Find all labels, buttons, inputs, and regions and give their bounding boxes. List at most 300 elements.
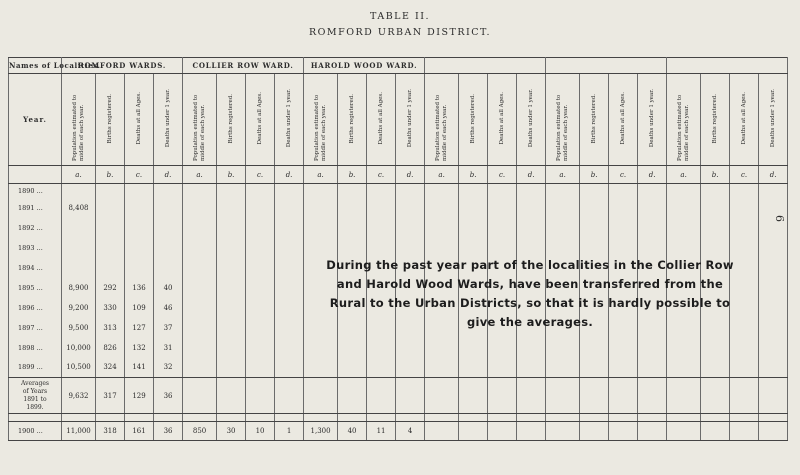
column-header-blank_2-c <box>609 74 638 166</box>
data-cell-romford-c <box>125 184 154 198</box>
data-cell-blank_3-c <box>730 338 759 358</box>
data-cell-harold_wood-c <box>367 338 396 358</box>
averages-cell-blank_1-a <box>425 378 459 414</box>
final-cell-blank_3-b <box>701 422 730 441</box>
data-cell-harold_wood-d <box>396 218 425 238</box>
data-cell-collier_row-c <box>246 218 275 238</box>
group-header-romford: ROMFORD WARDS. <box>62 58 183 74</box>
spacer-cell <box>183 414 217 422</box>
year-cell: 1896 ... <box>9 298 62 318</box>
data-cell-blank_1-d <box>517 218 546 238</box>
data-cell-collier_row-a <box>183 184 217 198</box>
final-cell-blank_3-a <box>667 422 701 441</box>
averages-cell-harold_wood-b <box>338 378 367 414</box>
data-cell-blank_1-d <box>517 338 546 358</box>
data-cell-blank_2-d <box>638 198 667 218</box>
data-cell-romford-b: 313 <box>96 318 125 338</box>
data-cell-blank_1-a <box>425 198 459 218</box>
data-cell-blank_2-b <box>580 338 609 358</box>
averages-cell-collier_row-b <box>217 378 246 414</box>
column-header-label: Population estimated to middle of each year. <box>676 94 690 161</box>
column-header-label: Deaths under 1 year. <box>164 89 171 148</box>
data-cell-blank_1-d <box>517 358 546 378</box>
data-cell-romford-d: 37 <box>154 318 183 338</box>
statistics-table <box>8 57 788 441</box>
final-cell-collier_row-c: 10 <box>246 422 275 441</box>
column-header-label: Births registered. <box>469 93 476 144</box>
averages-cell-harold_wood-d <box>396 378 425 414</box>
spacer-row <box>9 414 788 422</box>
spacer-cell <box>701 414 730 422</box>
data-cell-blank_3-d <box>759 238 788 258</box>
data-cell-romford-a <box>62 184 96 198</box>
column-header-collier_row-b <box>217 74 246 166</box>
data-cell-blank_1-b <box>459 358 488 378</box>
column-header-label: Population estimated to middle of each year. <box>434 94 448 161</box>
spacer-cell <box>609 414 638 422</box>
abbrev-blank_2-b: b. <box>580 166 609 184</box>
abbrev-harold_wood-a: a. <box>304 166 338 184</box>
averages-cell-blank_1-b <box>459 378 488 414</box>
year-cell: 1895 ... <box>9 278 62 298</box>
data-cell-blank_3-d <box>759 338 788 358</box>
data-cell-blank_2-c <box>609 338 638 358</box>
data-cell-romford-a: 10,500 <box>62 358 96 378</box>
data-cell-harold_wood-c <box>367 198 396 218</box>
data-cell-blank_3-d <box>759 258 788 278</box>
final-cell-blank_1-d <box>517 422 546 441</box>
abbrev-collier_row-d: d. <box>275 166 304 184</box>
data-cell-collier_row-c <box>246 338 275 358</box>
data-cell-romford-d: 32 <box>154 358 183 378</box>
abbrev-blank_2-c: c. <box>609 166 638 184</box>
data-cell-blank_3-a <box>667 238 701 258</box>
data-cell-collier_row-d <box>275 238 304 258</box>
column-header-label: Deaths under 1 year. <box>406 89 413 148</box>
data-cell-blank_2-d <box>638 184 667 198</box>
year-header: Year. <box>9 74 62 166</box>
data-cell-collier_row-d <box>275 258 304 278</box>
column-header-blank_2-a <box>546 74 580 166</box>
data-cell-collier_row-b <box>217 198 246 218</box>
column-header-blank_3-b <box>701 74 730 166</box>
spacer-cell <box>62 414 96 422</box>
data-cell-harold_wood-b <box>338 338 367 358</box>
data-cell-blank_3-a <box>667 184 701 198</box>
averages-cell-blank_2-b <box>580 378 609 414</box>
data-cell-romford-a <box>62 218 96 238</box>
column-header-blank_2-b <box>580 74 609 166</box>
data-cell-collier_row-b <box>217 258 246 278</box>
data-cell-blank_3-d <box>759 278 788 298</box>
header-row-groups <box>9 58 788 74</box>
data-cell-romford-b <box>96 238 125 258</box>
data-cell-collier_row-a <box>183 238 217 258</box>
final-cell-blank_3-c <box>730 422 759 441</box>
data-cell-romford-a: 8,900 <box>62 278 96 298</box>
spacer-cell <box>367 414 396 422</box>
abbrev-blank_1-a: a. <box>425 166 459 184</box>
data-cell-collier_row-b <box>217 358 246 378</box>
data-cell-harold_wood-a <box>304 338 338 358</box>
spacer-cell <box>246 414 275 422</box>
spacer-cell <box>759 414 788 422</box>
data-cell-harold_wood-a <box>304 198 338 218</box>
data-cell-harold_wood-d <box>396 198 425 218</box>
table-title: TABLE II. <box>370 11 430 22</box>
data-cell-blank_2-b <box>580 198 609 218</box>
averages-cell-blank_2-c <box>609 378 638 414</box>
data-cell-harold_wood-c <box>367 238 396 258</box>
data-cell-romford-c: 141 <box>125 358 154 378</box>
averages-cell-blank_3-c <box>730 378 759 414</box>
final-cell-harold_wood-d: 4 <box>396 422 425 441</box>
final-cell-blank_2-d <box>638 422 667 441</box>
data-cell-harold_wood-b <box>338 184 367 198</box>
data-cell-harold_wood-d <box>396 238 425 258</box>
data-cell-blank_2-c <box>609 238 638 258</box>
data-cell-blank_3-b <box>701 338 730 358</box>
averages-cell-harold_wood-a <box>304 378 338 414</box>
data-cell-blank_3-d <box>759 298 788 318</box>
group-header-collier_row: COLLIER ROW WARD. <box>183 58 304 74</box>
data-cell-blank_2-c <box>609 218 638 238</box>
abbrev-spacer <box>9 166 62 184</box>
column-header-harold_wood-b <box>338 74 367 166</box>
data-cell-blank_2-a <box>546 218 580 238</box>
column-header-blank_1-a <box>425 74 459 166</box>
data-cell-romford-a: 10,000 <box>62 338 96 358</box>
spacer-cell <box>730 414 759 422</box>
abbrev-harold_wood-b: b. <box>338 166 367 184</box>
column-header-label: Deaths at all Ages. <box>135 92 142 145</box>
data-cell-blank_1-b <box>459 218 488 238</box>
column-header-label: Births registered. <box>711 93 718 144</box>
data-cell-blank_1-b <box>459 184 488 198</box>
data-cell-romford-d: 46 <box>154 298 183 318</box>
data-cell-blank_3-c <box>730 238 759 258</box>
data-cell-blank_2-b <box>580 238 609 258</box>
final-cell-collier_row-a: 850 <box>183 422 217 441</box>
abbrev-blank_3-b: b. <box>701 166 730 184</box>
data-cell-blank_1-c <box>488 338 517 358</box>
spacer-cell <box>546 414 580 422</box>
column-header-label: Population estimated to middle of each year. <box>313 94 327 161</box>
data-cell-blank_1-a <box>425 358 459 378</box>
data-cell-collier_row-d <box>275 198 304 218</box>
data-cell-romford-b: 292 <box>96 278 125 298</box>
data-cell-romford-b <box>96 184 125 198</box>
data-cell-romford-d: 40 <box>154 278 183 298</box>
data-cell-collier_row-c <box>246 198 275 218</box>
column-header-blank_3-a <box>667 74 701 166</box>
data-cell-blank_3-a <box>667 358 701 378</box>
abbrev-harold_wood-c: c. <box>367 166 396 184</box>
header-row-abbrev <box>9 166 788 184</box>
data-cell-blank_1-c <box>488 238 517 258</box>
data-cell-collier_row-a <box>183 198 217 218</box>
data-cell-harold_wood-a <box>304 238 338 258</box>
column-header-romford-b <box>96 74 125 166</box>
data-cell-romford-a: 9,500 <box>62 318 96 338</box>
data-cell-romford-d: 31 <box>154 338 183 358</box>
final-cell-harold_wood-a: 1,300 <box>304 422 338 441</box>
data-cell-harold_wood-a <box>304 358 338 378</box>
data-cell-collier_row-b <box>217 278 246 298</box>
abbrev-blank_1-b: b. <box>459 166 488 184</box>
abbrev-blank_3-c: c. <box>730 166 759 184</box>
data-cell-blank_3-c <box>730 218 759 238</box>
data-cell-collier_row-d <box>275 184 304 198</box>
data-cell-blank_1-a <box>425 238 459 258</box>
data-cell-blank_1-d <box>517 184 546 198</box>
data-cell-blank_3-d <box>759 358 788 378</box>
final-cell-blank_1-b <box>459 422 488 441</box>
group-header-harold_wood: HAROLD WOOD WARD. <box>304 58 425 74</box>
spacer-cell <box>488 414 517 422</box>
data-cell-romford-b: 324 <box>96 358 125 378</box>
data-cell-blank_2-d <box>638 338 667 358</box>
data-cell-blank_1-a <box>425 338 459 358</box>
data-cell-blank_3-b <box>701 238 730 258</box>
year-cell: 1893 ... <box>9 238 62 258</box>
data-cell-romford-a <box>62 238 96 258</box>
final-cell-blank_1-c <box>488 422 517 441</box>
data-cell-collier_row-b <box>217 184 246 198</box>
spacer-cell <box>125 414 154 422</box>
column-header-label: Births registered. <box>106 93 113 144</box>
data-cell-collier_row-c <box>246 298 275 318</box>
data-cell-harold_wood-b <box>338 198 367 218</box>
data-cell-collier_row-a <box>183 258 217 278</box>
column-header-label: Deaths under 1 year. <box>527 89 534 148</box>
data-cell-blank_1-c <box>488 218 517 238</box>
column-header-romford-d <box>154 74 183 166</box>
data-cell-harold_wood-d <box>396 358 425 378</box>
data-cell-collier_row-a <box>183 318 217 338</box>
averages-cell-harold_wood-c <box>367 378 396 414</box>
data-cell-collier_row-a <box>183 298 217 318</box>
data-cell-harold_wood-b <box>338 238 367 258</box>
data-cell-collier_row-a <box>183 338 217 358</box>
data-cell-romford-b <box>96 198 125 218</box>
data-cell-blank_1-b <box>459 198 488 218</box>
transfer-note: During the past year part of the localities in the Collier Row and Harold Wood Wards, have been transferred from the Rural to the Urban Districts, so that it is hardly possible to give the averages. <box>326 258 734 329</box>
final-cell-collier_row-d: 1 <box>275 422 304 441</box>
data-cell-romford-b: 330 <box>96 298 125 318</box>
data-cell-collier_row-b <box>217 318 246 338</box>
data-cell-blank_2-a <box>546 358 580 378</box>
data-cell-blank_2-a <box>546 338 580 358</box>
abbrev-blank_1-d: d. <box>517 166 546 184</box>
data-cell-blank_3-d <box>759 218 788 238</box>
data-cell-blank_2-d <box>638 358 667 378</box>
averages-cell-blank_1-c <box>488 378 517 414</box>
data-cell-romford-b: 826 <box>96 338 125 358</box>
averages-label <box>9 378 62 414</box>
final-cell-blank_2-c <box>609 422 638 441</box>
data-cell-romford-b <box>96 258 125 278</box>
data-cell-blank_1-d <box>517 238 546 258</box>
column-header-label: Population estimated to middle of each year. <box>555 94 569 161</box>
averages-label-line: of Years <box>22 387 48 395</box>
final-cell-blank_3-d <box>759 422 788 441</box>
abbrev-blank_2-a: a. <box>546 166 580 184</box>
column-header-label: Deaths at all Ages. <box>740 92 747 145</box>
data-cell-romford-c <box>125 238 154 258</box>
column-header-harold_wood-c <box>367 74 396 166</box>
column-header-label: Deaths at all Ages. <box>256 92 263 145</box>
data-cell-collier_row-d <box>275 358 304 378</box>
column-header-blank_1-c <box>488 74 517 166</box>
year-cell: 1890 ... <box>9 184 62 198</box>
data-cell-blank_2-b <box>580 358 609 378</box>
data-cell-romford-d <box>154 184 183 198</box>
year-cell: 1898 ... <box>9 338 62 358</box>
data-cell-collier_row-b <box>217 298 246 318</box>
averages-label-line: Averages <box>21 379 49 387</box>
data-cell-collier_row-d <box>275 338 304 358</box>
data-cell-harold_wood-b <box>338 358 367 378</box>
spacer-cell <box>9 414 62 422</box>
data-cell-blank_3-b <box>701 184 730 198</box>
data-cell-collier_row-d <box>275 318 304 338</box>
data-cell-harold_wood-d <box>396 184 425 198</box>
header-row-columns <box>9 74 788 166</box>
spacer-cell <box>275 414 304 422</box>
spacer-cell <box>96 414 125 422</box>
data-cell-blank_3-d <box>759 318 788 338</box>
spacer-cell <box>638 414 667 422</box>
averages-cell-romford-c: 129 <box>125 378 154 414</box>
data-cell-collier_row-c <box>246 238 275 258</box>
final-cell-collier_row-b: 30 <box>217 422 246 441</box>
column-header-label: Births registered. <box>348 93 355 144</box>
spacer-cell <box>217 414 246 422</box>
averages-cell-blank_3-b <box>701 378 730 414</box>
column-header-label: Births registered. <box>227 93 234 144</box>
averages-cell-romford-b: 317 <box>96 378 125 414</box>
data-cell-harold_wood-a <box>304 184 338 198</box>
spacer-cell <box>517 414 546 422</box>
group-header-blank_1 <box>425 58 546 74</box>
table-subtitle: ROMFORD URBAN DISTRICT. <box>308 27 492 38</box>
year-cell: 1900 ... <box>9 422 62 441</box>
data-cell-romford-d <box>154 238 183 258</box>
column-header-blank_2-d <box>638 74 667 166</box>
column-header-label: Births registered. <box>590 93 597 144</box>
data-cell-collier_row-b <box>217 218 246 238</box>
spacer-cell <box>304 414 338 422</box>
averages-cell-romford-a: 9,632 <box>62 378 96 414</box>
data-cell-romford-a <box>62 258 96 278</box>
spacer-cell <box>667 414 701 422</box>
averages-cell-blank_3-d <box>759 378 788 414</box>
data-cell-romford-c <box>125 258 154 278</box>
data-cell-blank_3-b <box>701 358 730 378</box>
averages-label-line: 1899. <box>26 403 44 411</box>
data-cell-blank_1-c <box>488 184 517 198</box>
year-row <box>9 218 788 238</box>
data-cell-romford-d <box>154 258 183 278</box>
data-cell-blank_1-a <box>425 218 459 238</box>
data-cell-collier_row-a <box>183 218 217 238</box>
group-header-blank_2 <box>546 58 667 74</box>
abbrev-blank_1-c: c. <box>488 166 517 184</box>
averages-cell-blank_2-a <box>546 378 580 414</box>
data-cell-harold_wood-c <box>367 358 396 378</box>
data-cell-blank_3-d <box>759 184 788 198</box>
data-cell-blank_3-b <box>701 218 730 238</box>
spacer-cell <box>396 414 425 422</box>
final-cell-blank_1-a <box>425 422 459 441</box>
data-cell-blank_2-a <box>546 184 580 198</box>
data-cell-blank_3-c <box>730 198 759 218</box>
data-cell-blank_1-c <box>488 198 517 218</box>
data-cell-blank_1-d <box>517 198 546 218</box>
data-cell-romford-c: 136 <box>125 278 154 298</box>
column-header-collier_row-a <box>183 74 217 166</box>
data-cell-harold_wood-c <box>367 218 396 238</box>
names-of-localities-header: Names of Localities. <box>9 58 62 74</box>
data-cell-blank_1-b <box>459 338 488 358</box>
averages-cell-romford-d: 36 <box>154 378 183 414</box>
final-cell-harold_wood-c: 11 <box>367 422 396 441</box>
year-row <box>9 338 788 358</box>
data-cell-collier_row-c <box>246 358 275 378</box>
data-cell-collier_row-b <box>217 338 246 358</box>
averages-label-line: 1891 to <box>23 395 47 403</box>
data-cell-romford-c <box>125 218 154 238</box>
data-cell-blank_3-a <box>667 338 701 358</box>
data-cell-blank_3-b <box>701 198 730 218</box>
final-cell-romford-b: 318 <box>96 422 125 441</box>
averages-cell-blank_2-d <box>638 378 667 414</box>
data-cell-romford-c: 127 <box>125 318 154 338</box>
data-cell-romford-c: 132 <box>125 338 154 358</box>
abbrev-romford-b: b. <box>96 166 125 184</box>
averages-cell-blank_3-a <box>667 378 701 414</box>
data-cell-collier_row-c <box>246 278 275 298</box>
data-cell-blank_3-a <box>667 218 701 238</box>
column-header-collier_row-d <box>275 74 304 166</box>
data-cell-collier_row-b <box>217 238 246 258</box>
data-cell-blank_3-d <box>759 198 788 218</box>
data-cell-collier_row-a <box>183 358 217 378</box>
data-cell-romford-a: 9,200 <box>62 298 96 318</box>
final-cell-harold_wood-b: 40 <box>338 422 367 441</box>
data-cell-blank_3-c <box>730 184 759 198</box>
data-cell-collier_row-c <box>246 258 275 278</box>
spacer-cell <box>580 414 609 422</box>
column-header-label: Deaths under 1 year. <box>648 89 655 148</box>
year-row <box>9 184 788 198</box>
year-1900-row <box>9 422 788 441</box>
averages-cell-blank_1-d <box>517 378 546 414</box>
final-cell-romford-d: 36 <box>154 422 183 441</box>
data-cell-blank_3-a <box>667 198 701 218</box>
abbrev-collier_row-c: c. <box>246 166 275 184</box>
data-cell-romford-d <box>154 198 183 218</box>
column-header-label: Deaths at all Ages. <box>498 92 505 145</box>
averages-cell-collier_row-d <box>275 378 304 414</box>
final-cell-romford-a: 11,000 <box>62 422 96 441</box>
column-header-romford-c <box>125 74 154 166</box>
abbrev-romford-c: c. <box>125 166 154 184</box>
column-header-blank_3-d <box>759 74 788 166</box>
abbrev-collier_row-b: b. <box>217 166 246 184</box>
data-cell-romford-d <box>154 218 183 238</box>
